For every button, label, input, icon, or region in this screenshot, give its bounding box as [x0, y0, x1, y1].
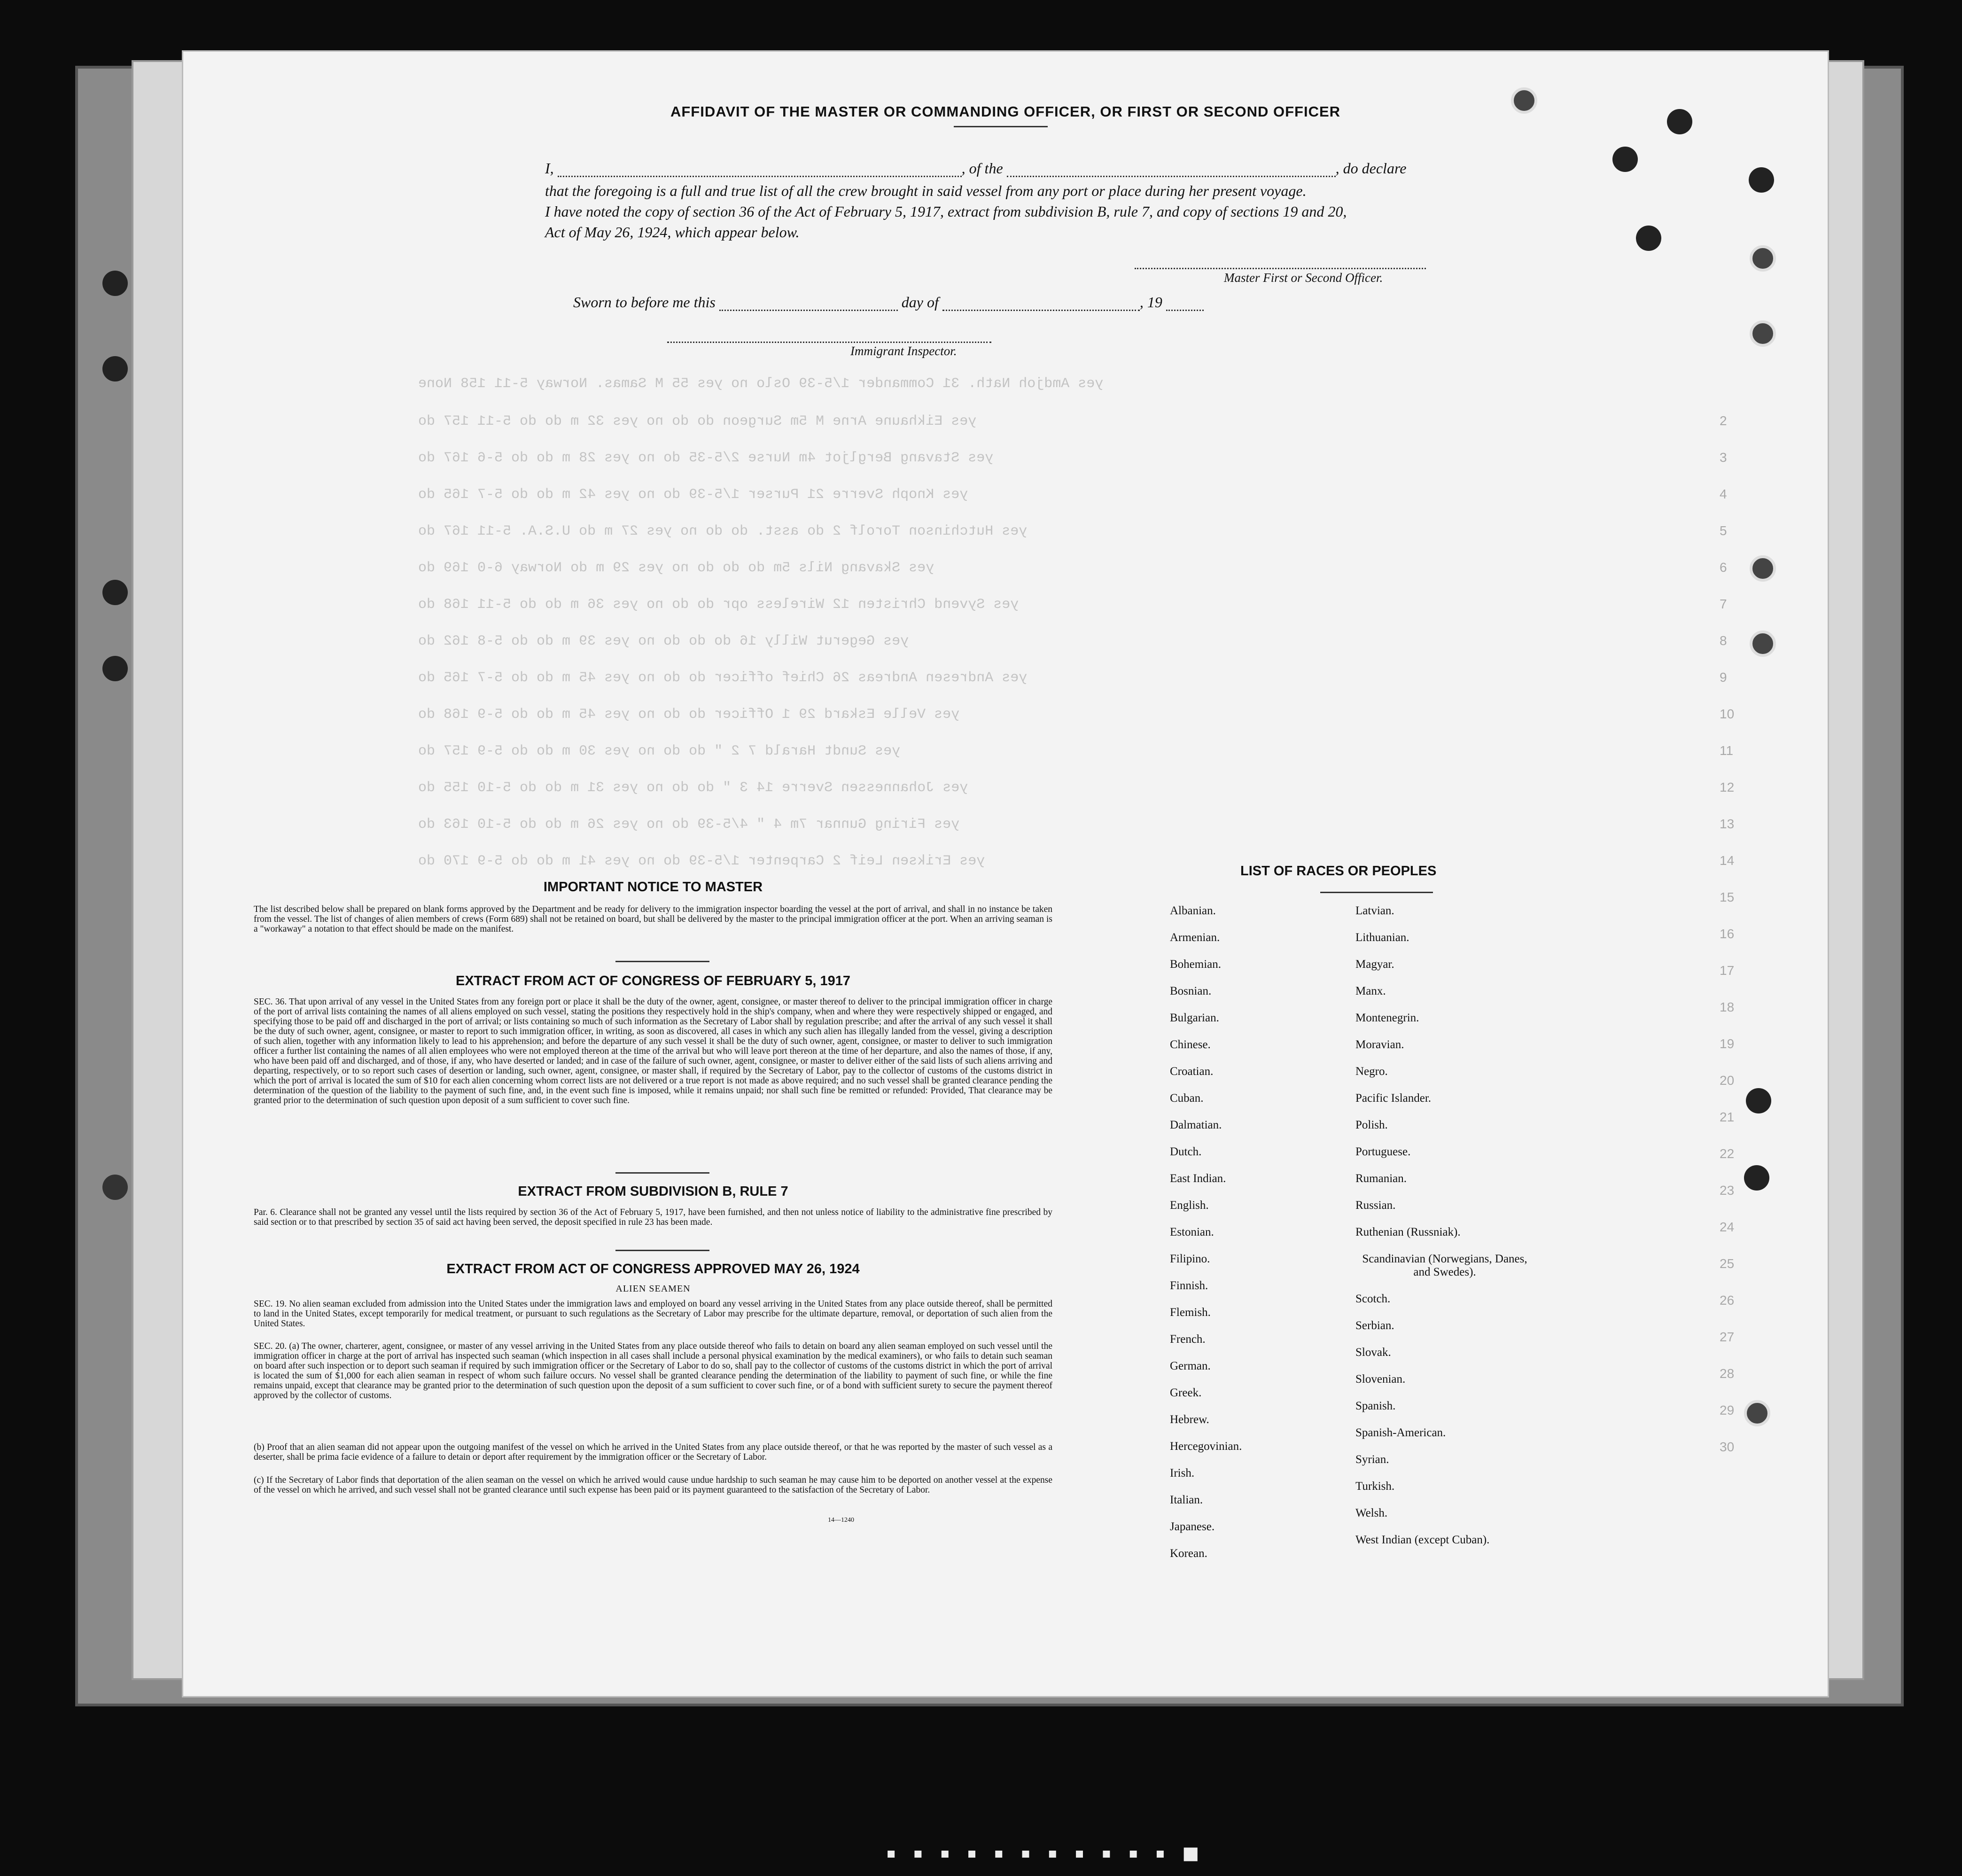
bleed-row: yes Amdjoh Nath. 31 Commander 1/5-39 Oslo no yes 55 M Samas. Norway 5-11 158 None	[418, 376, 1104, 392]
row-number: 28	[1720, 1366, 1735, 1381]
binder-hole	[1750, 320, 1776, 347]
binder-hole	[1612, 147, 1638, 172]
race-item: Korean.	[1170, 1547, 1207, 1560]
do-declare: , do declare	[1335, 160, 1407, 177]
race-item: Spanish.	[1355, 1400, 1396, 1412]
race-item: Rumanian.	[1355, 1172, 1407, 1185]
row-number: 3	[1720, 450, 1727, 465]
row-number: 30	[1720, 1440, 1735, 1454]
bleed-row: yes Andresen Andreas 26 Chief officer do do no yes 45 m do do 5-7 165 do	[418, 670, 1028, 686]
extract-1917-title: EXTRACT FROM ACT OF CONGRESS OF FEBRUARY 5, 1917	[455, 973, 851, 989]
affidavit-title: AFFIDAVIT OF THE MASTER OR COMMANDING OFFICER, OR FIRST OR SECOND OFFICER	[670, 103, 1341, 120]
rule7-title: EXTRACT FROM SUBDIVISION B, RULE 7	[518, 1184, 788, 1199]
binder-hole	[1746, 1088, 1771, 1113]
race-item: Portuguese.	[1355, 1145, 1411, 1158]
affidavit-declaration-line	[545, 160, 1406, 177]
row-number: 11	[1720, 743, 1734, 758]
binder-hole	[102, 656, 128, 681]
race-item: Finnish.	[1170, 1279, 1208, 1292]
manifest-page	[183, 52, 1828, 1696]
race-item: Filipino.	[1170, 1253, 1210, 1265]
binder-hole	[102, 356, 128, 381]
rule7-rule	[615, 1250, 709, 1251]
race-item: Slovenian.	[1355, 1373, 1406, 1386]
binder-hole	[1750, 245, 1776, 272]
race-item: Syrian.	[1355, 1453, 1389, 1466]
row-number: 10	[1720, 707, 1735, 721]
race-item: Armenian.	[1170, 931, 1220, 944]
race-item: Negro.	[1355, 1065, 1388, 1078]
races-rule	[1320, 892, 1433, 893]
row-number: 19	[1720, 1036, 1735, 1051]
race-item: Italian.	[1170, 1494, 1203, 1506]
row-number: 7	[1720, 597, 1727, 611]
race-item: Scotch.	[1355, 1292, 1391, 1305]
row-number: 6	[1720, 560, 1727, 575]
row-number: 12	[1720, 780, 1735, 794]
form-number: 14—1240	[828, 1517, 854, 1524]
binder-hole	[102, 580, 128, 605]
bleed-row: yes Stavang Bergljot 4m Nurse 2/5-35 do no yes 28 m do do 5-6 167 do	[418, 450, 994, 466]
race-item: Japanese.	[1170, 1520, 1215, 1533]
race-item: German.	[1170, 1360, 1211, 1372]
inspector-line	[667, 342, 991, 343]
affidavit-line-4: Act of May 26, 1924, which appear below.	[545, 224, 800, 241]
race-item: Spanish-American.	[1355, 1426, 1446, 1439]
race-item: English.	[1170, 1199, 1209, 1212]
binder-hole	[1744, 1400, 1770, 1426]
binder-hole	[1667, 109, 1692, 134]
declare-i: I,	[545, 160, 554, 177]
sworn-day-blank	[719, 310, 898, 311]
race-item: Irish.	[1170, 1467, 1195, 1479]
race-item: Bosnian.	[1170, 985, 1212, 997]
sec-20b-text: (b) Proof that an alien seaman did not appear upon the outgoing manifest of the vessel on which he arrived in the United States from any place outside thereof, or that he was reported by the master of such vessel as a deserter, shall be prima facie evidence of a failure to detain or deport after requirement by the immigration officer or the Secretary of Labor.	[254, 1442, 1052, 1462]
row-number: 13	[1720, 817, 1735, 831]
row-number: 21	[1720, 1110, 1735, 1124]
row-number: 27	[1720, 1330, 1735, 1344]
day-of-label: day of	[901, 294, 939, 311]
race-item: Turkish.	[1355, 1480, 1395, 1493]
race-item: Magyar.	[1355, 958, 1394, 971]
of-the: , of the	[961, 160, 1003, 177]
race-item: Bohemian.	[1170, 958, 1222, 971]
binder-hole	[1744, 1165, 1769, 1191]
bleed-row: yes Syvend Christen 12 Wireless opr do do no yes 36 m do do 5-11 168 do	[418, 597, 1019, 613]
race-item: Lithuanian.	[1355, 931, 1409, 944]
row-number: 20	[1720, 1073, 1735, 1088]
bleed-row: yes Sundt Harald 7 2 " do do no yes 30 m do do 5-9 157 do	[418, 743, 901, 759]
sworn-line	[573, 294, 1204, 311]
bleed-row: yes Gegerut Willy 16 do do do no yes 39 m do do 5-8 162 do	[418, 633, 909, 649]
master-signature-caption: Master First or Second Officer.	[1224, 271, 1383, 285]
bleed-row: yes Firing Gunnar 7m 4 " 4/5-39 do no yes 26 m do do 5-10 163 do	[418, 817, 960, 833]
bleed-row: yes Eikhaune Arne M 5m Surgeon do do no yes 32 m do do 5-11 157 do	[418, 413, 977, 429]
race-item: Dalmatian.	[1170, 1119, 1222, 1131]
name-blank	[558, 176, 962, 177]
race-item: Russian.	[1355, 1199, 1396, 1212]
row-number: 18	[1720, 1000, 1735, 1014]
race-item: Croatian.	[1170, 1065, 1214, 1078]
bleed-row: yes Eriksen Leif 2 Carpenter 1/5-39 do no yes 41 m do do 5-9 170 do	[418, 853, 985, 869]
year-label: , 19	[1139, 294, 1162, 311]
row-number: 4	[1720, 487, 1727, 501]
row-number: 2	[1720, 413, 1727, 428]
race-item: Hebrew.	[1170, 1413, 1209, 1426]
row-number: 23	[1720, 1183, 1735, 1198]
binder-hole	[1636, 226, 1661, 251]
race-item: Scandinavian (Norwegians, Danes, and Swedes).	[1362, 1253, 1527, 1278]
extract-1924-subtitle: ALIEN SEAMEN	[615, 1284, 691, 1294]
extract-1924-title: EXTRACT FROM ACT OF CONGRESS APPROVED MAY 26, 1924	[446, 1261, 860, 1277]
sec-20a-text: SEC. 20. (a) The owner, charterer, agent, consignee, or master of any vessel arriving in the United States from any place outside thereof who fails to detain on board any alien seaman employed on such vessel until the immigration officer in charge at the port of arrival has inspected such seaman (which inspection in all cases shall include a personal physical examination by the medical examiners), or who fails to detain such seaman on board after such inspection or to deport such seaman if required by such immigration officer or the Secretary of Labor to do so, shall pay to the collector of customs of the customs district in which the port of arrival is located the sum of $1,000 for each alien seaman in respect of whom such failure occurs. No vessel shall be granted clearance pending the determination of the liability to payment of such fine, or while the fine remains unpaid, except that clearance may be granted prior to the determination of such question upon the deposit of a sum sufficient to cover such fine, or of a bond with sufficient surety to secure the payment thereof approved by the collector of customs.	[254, 1341, 1052, 1401]
row-number: 9	[1720, 670, 1727, 685]
inspector-caption: Immigrant Inspector.	[850, 344, 957, 358]
binder-hole	[1511, 87, 1537, 114]
race-item: Polish.	[1355, 1119, 1388, 1131]
race-item: Hercegovinian.	[1170, 1440, 1242, 1453]
sworn-month-blank	[942, 310, 1140, 311]
race-item: Flemish.	[1170, 1306, 1211, 1319]
race-item: East Indian.	[1170, 1172, 1226, 1185]
race-item: Ruthenian (Russniak).	[1355, 1226, 1461, 1238]
race-item: Moravian.	[1355, 1038, 1404, 1051]
race-item: Dutch.	[1170, 1145, 1202, 1158]
affidavit-line-3: I have noted the copy of section 36 of the Act of February 5, 1917, extract from subdivision B, rule 7, and copy of sections 19 and 20,	[545, 203, 1347, 220]
bleed-row: yes Skavang Nils 5m do do do no yes 29 m do Norway 6-0 169 do	[418, 560, 934, 576]
row-number: 8	[1720, 633, 1727, 648]
race-item: Chinese.	[1170, 1038, 1211, 1051]
row-number: 5	[1720, 523, 1727, 538]
sec-20c-text: (c) If the Secretary of Labor finds that deportation of the alien seaman on the vessel on which he arrived would cause undue hardship to such seaman he may cause him to be deported on another vessel at the expense of the vessel on which he arrived, and such vessel shall not be granted clearance until such expense has been paid or its payment guaranteed to the satisfaction of the Secretary of Labor.	[254, 1475, 1052, 1495]
race-item: Montenegrin.	[1355, 1012, 1419, 1024]
binder-hole	[1749, 167, 1774, 193]
row-number: 14	[1720, 853, 1735, 868]
row-number: 26	[1720, 1293, 1735, 1308]
row-number: 17	[1720, 963, 1735, 978]
race-item: Estonian.	[1170, 1226, 1214, 1238]
race-item: Serbian.	[1355, 1319, 1394, 1332]
notice-rule	[615, 961, 709, 962]
bleed-row: yes Johannessen Sverre 14 3 " do do no yes 31 m do do 5-10 155 do	[418, 780, 968, 796]
race-item: Albanian.	[1170, 904, 1216, 917]
binder-hole	[1750, 631, 1776, 657]
race-item: Pacific Islander.	[1355, 1092, 1432, 1105]
binder-hole	[1750, 555, 1776, 582]
row-number: 22	[1720, 1146, 1735, 1161]
affidavit-line-2: that the foregoing is a full and true list of all the crew brought in said vessel from any port or place during her present voyage.	[545, 182, 1307, 199]
extract-1917-rule	[615, 1172, 709, 1174]
notice-title: IMPORTANT NOTICE TO MASTER	[543, 880, 763, 895]
sworn-label: Sworn to before me this	[573, 294, 716, 311]
row-number: 25	[1720, 1256, 1735, 1271]
binder-hole	[102, 1175, 128, 1200]
race-item: Latvian.	[1355, 904, 1394, 917]
race-item: West Indian (except Cuban).	[1355, 1533, 1490, 1546]
race-item: Welsh.	[1355, 1507, 1388, 1519]
race-item: Cuban.	[1170, 1092, 1204, 1105]
row-number: 15	[1720, 890, 1735, 904]
bleed-row: yes Knoph Sverre 21 Purser 1/5-39 do no yes 42 m do do 5-7 165 do	[418, 487, 968, 503]
bleed-row: yes Hutchinson Torolf 2 do asst. do do no yes 27 m do U.S.A. 5-11 167 do	[418, 523, 1028, 539]
race-item: French.	[1170, 1333, 1206, 1346]
race-item: Slovak.	[1355, 1346, 1391, 1359]
bleed-row: yes Velle Eskard 29 1 Officer do do no yes 45 m do do 5-9 168 do	[418, 707, 960, 723]
title-rule	[954, 126, 1048, 127]
rule7-body: Par. 6. Clearance shall not be granted any vessel until the lists required by section 36 of the Act of February 5, 1917, have been furnished, and then not unless notice of liability to the administrative fine prescribed by said section or to that prescribed by section 35 of said act having been served, the deposit specified in rule 23 has been made.	[254, 1207, 1052, 1227]
row-number: 29	[1720, 1403, 1735, 1417]
races-title: LIST OF RACES OR PEOPLES	[1240, 864, 1437, 879]
sworn-year-blank	[1166, 310, 1204, 311]
race-item: Manx.	[1355, 985, 1386, 997]
row-number: 16	[1720, 926, 1735, 941]
binder-hole	[102, 271, 128, 296]
race-item: Greek.	[1170, 1386, 1202, 1399]
row-number: 24	[1720, 1220, 1735, 1234]
notice-body: The list described below shall be prepared on blank forms approved by the Department and be ready for delivery to the immigration inspector boarding the vessel at the port of arrival, and shall in no instance be taken from the vessel. The list of changes of alien members of crews (Form 689) shall not be retained on board, but shall be delivered by the master to the principal immigration officer at the port. When an arriving seaman is a "workaway" a notation to that effect should be made on the manifest.	[254, 904, 1052, 934]
vessel-blank	[1007, 176, 1336, 177]
microfilm-frame-code: ■▪▪▪▪▪▪▪▪▪▪▪	[869, 1837, 1199, 1869]
extract-1917-body: SEC. 36. That upon arrival of any vessel in the United States from any foreign port or place it shall be the duty of the owner, agent, consignee, or master thereof to deliver to the principal immigration officer in charge of the port of arrival lists containing the names of all aliens employed on such vessel, stating the positions they respectively hold in the ship's company, when and where they were respectively shipped or engaged, and specifying those to be paid off and discharged in the port of arrival; or lists containing so much of such information as the Secretary of Labor shall by regulation prescribe; and after the arrival of any such vessel it shall be the duty of such owner, agent, consignee, or master to report to such immigration officer, in writing, as soon as discovered, all cases in which any such alien has illegally landed from the vessel, giving a description of such alien, together with any information likely to lead to his apprehension; and before the departure of any such vessel it shall be the duty of such owner, agent, consignee, or master to deliver to such immigration officer a further list containing the names of all alien employees who were not employed thereon at the time of the arrival but who will leave port thereon at the time of her departure, and also the names of those, if any, who have been paid off and discharged, and of those, if any, who have deserted or landed; and in case of the failure of such owner, agent, consignee, or master to deliver either of the said lists of such aliens arriving and departing, respectively, or to so report such cases of desertion or landing, such owner, agent, consignee, or master shall, if required by the Secretary of Labor, pay to the collector of customs of the customs district in which the port of arrival is located the sum of $10 for each alien concerning whom correct lists are not delivered or a true report is not made as above required; and no such vessel shall be granted clearance pending the determination of the question of the liability to the payment of such fine, and, in the event such fine is imposed, while it remains unpaid; nor shall such fine be remitted or refunded: Provided, That clearance may be granted prior to the determination of such question upon deposit of a sum sufficient to cover such fine.	[254, 997, 1052, 1105]
sec-19-text: SEC. 19. No alien seaman excluded from admission into the United States under the immigration laws and employed on board any vessel arriving in the United States from any place outside thereof, shall be permitted to land in the United States, except temporarily for medical treatment, or pursuant to such regulations as the Secretary of Labor may prescribe for the ultimate departure, removal, or deportation of such alien from the United States.	[254, 1299, 1052, 1329]
race-item: Bulgarian.	[1170, 1012, 1219, 1024]
signature-line	[1135, 268, 1426, 269]
